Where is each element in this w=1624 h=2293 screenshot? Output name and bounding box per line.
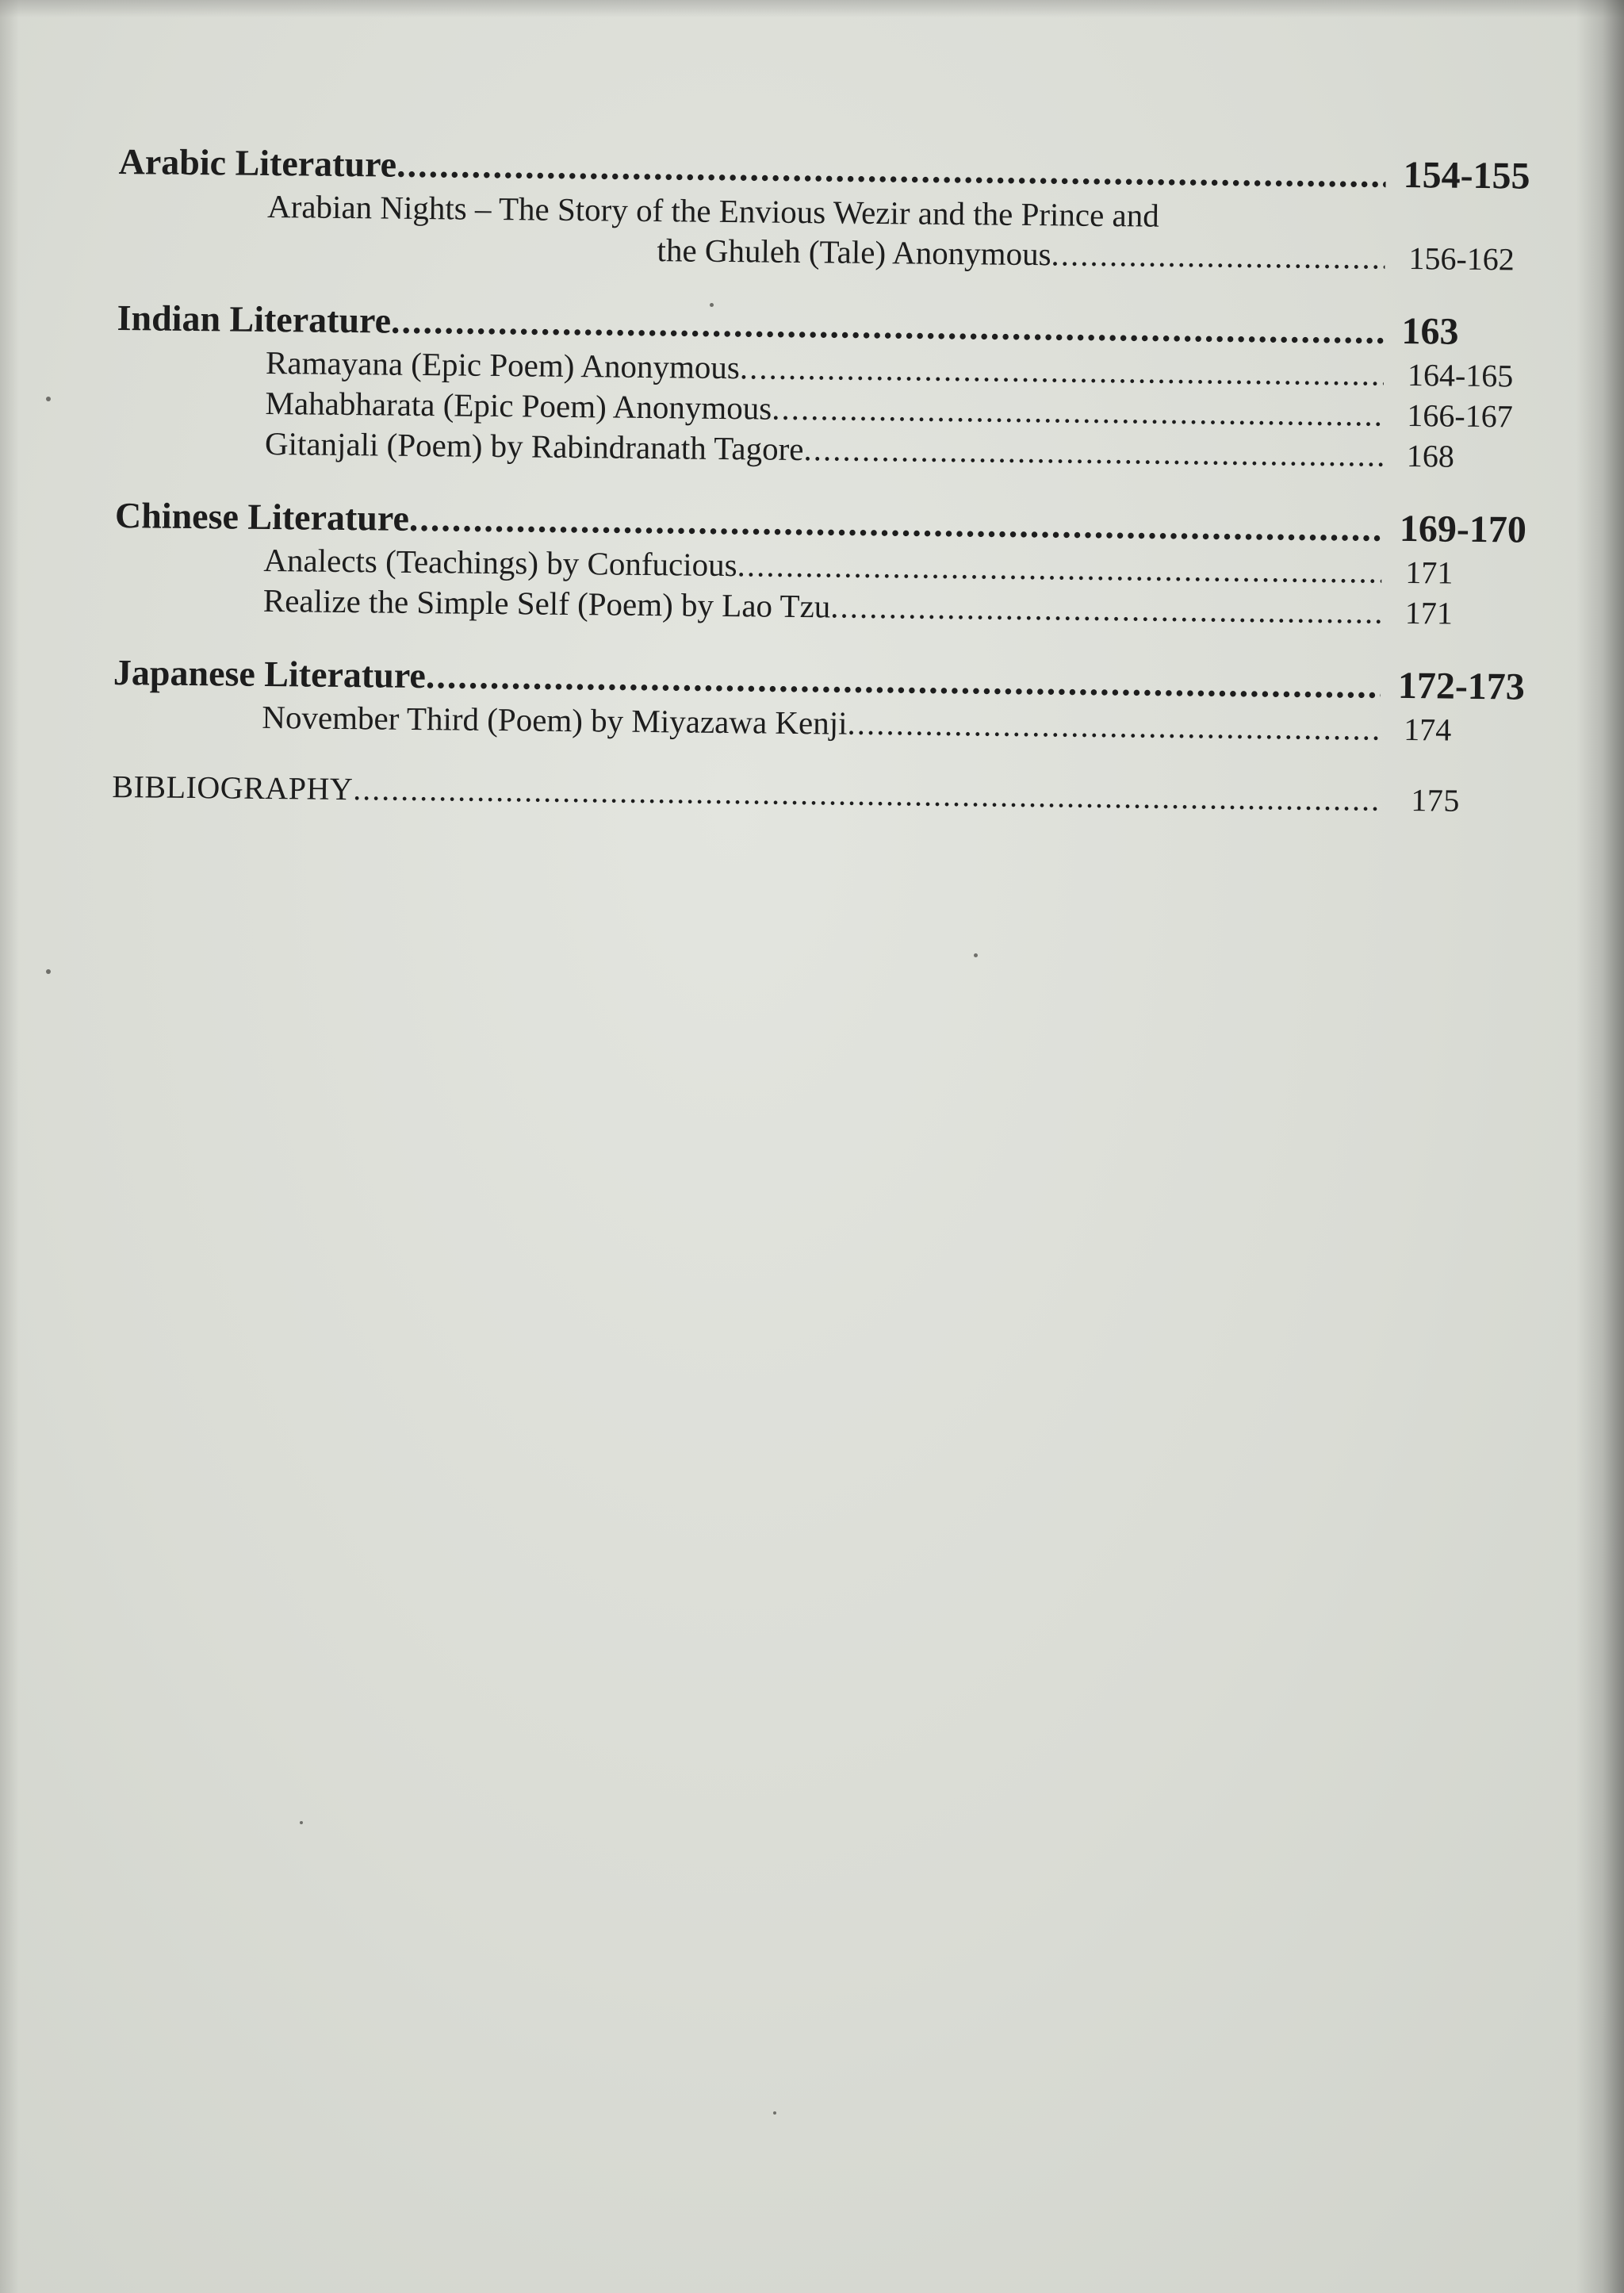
table-of-contents bbox=[112, 139, 1554, 853]
entry-page-number: 174 bbox=[1404, 711, 1452, 748]
section-heading: Arabic Literature bbox=[118, 140, 397, 185]
entry-title: Analects (Teachings) by Confucious bbox=[263, 541, 737, 584]
entry-title: Ramayana (Epic Poem) Anonymous bbox=[265, 343, 741, 386]
section-page-number: 163 bbox=[1401, 309, 1459, 353]
entry-title: the Ghuleh (Tale) Anonymous bbox=[657, 232, 1051, 273]
dot-leader bbox=[847, 704, 1380, 750]
paper-speck bbox=[974, 953, 978, 957]
entry-page-number: 166-167 bbox=[1407, 397, 1513, 435]
entry-page-number: 168 bbox=[1406, 438, 1455, 474]
page-top-shadow bbox=[0, 0, 1624, 17]
entry-title: Realize the Simple Self (Poem) by Lao Tzu bbox=[262, 581, 831, 625]
page-binding-shadow bbox=[1576, 0, 1624, 2293]
section-page-number: 169-170 bbox=[1399, 507, 1527, 551]
paper-speck bbox=[773, 2111, 776, 2115]
entry-page-number: 164-165 bbox=[1407, 357, 1514, 394]
entry-title: Mahabharata (Epic Poem) Anonymous bbox=[265, 384, 772, 427]
entry-page-number: 171 bbox=[1404, 595, 1454, 631]
toc-section-bibliography bbox=[112, 766, 1547, 822]
toc-section-chinese bbox=[114, 493, 1551, 635]
section-heading: Indian Literature bbox=[117, 297, 392, 341]
dot-leader bbox=[830, 586, 1381, 632]
bibliography-page-number: 175 bbox=[1411, 782, 1461, 819]
bibliography-label: BIBLIOGRAPHY bbox=[112, 768, 354, 807]
section-page-number: 154-155 bbox=[1403, 153, 1530, 197]
entry-page-number: 171 bbox=[1405, 554, 1454, 591]
dot-leader bbox=[803, 429, 1383, 476]
dot-leader bbox=[353, 769, 1380, 821]
toc-section-japanese bbox=[113, 650, 1549, 751]
entry-page-number: 156-162 bbox=[1408, 240, 1515, 278]
entry-title: Gitanjali (Poem) by Rabindranath Tagore bbox=[264, 424, 804, 468]
toc-section-indian bbox=[116, 295, 1553, 477]
toc-section-arabic bbox=[117, 139, 1554, 280]
toc-entry-first-line: Arabian Nights – The Story of the Envious Wezir and the Prince and bbox=[266, 187, 1160, 234]
dot-leader bbox=[772, 389, 1384, 435]
section-page-number: 172-173 bbox=[1397, 664, 1526, 708]
dot-leader bbox=[1051, 234, 1385, 278]
dot-leader bbox=[737, 545, 1381, 592]
entry-title: November Third (Poem) by Miyazawa Kenji bbox=[262, 698, 848, 742]
page-left-shadow bbox=[0, 0, 19, 2293]
section-heading: Japanese Literature bbox=[113, 651, 427, 696]
toc-bibliography-row bbox=[112, 766, 1547, 822]
paper-speck bbox=[46, 397, 51, 401]
paper-speck bbox=[300, 1821, 303, 1824]
section-heading: Chinese Literature bbox=[114, 494, 410, 539]
paper-speck bbox=[46, 969, 51, 974]
dot-leader bbox=[740, 347, 1385, 395]
